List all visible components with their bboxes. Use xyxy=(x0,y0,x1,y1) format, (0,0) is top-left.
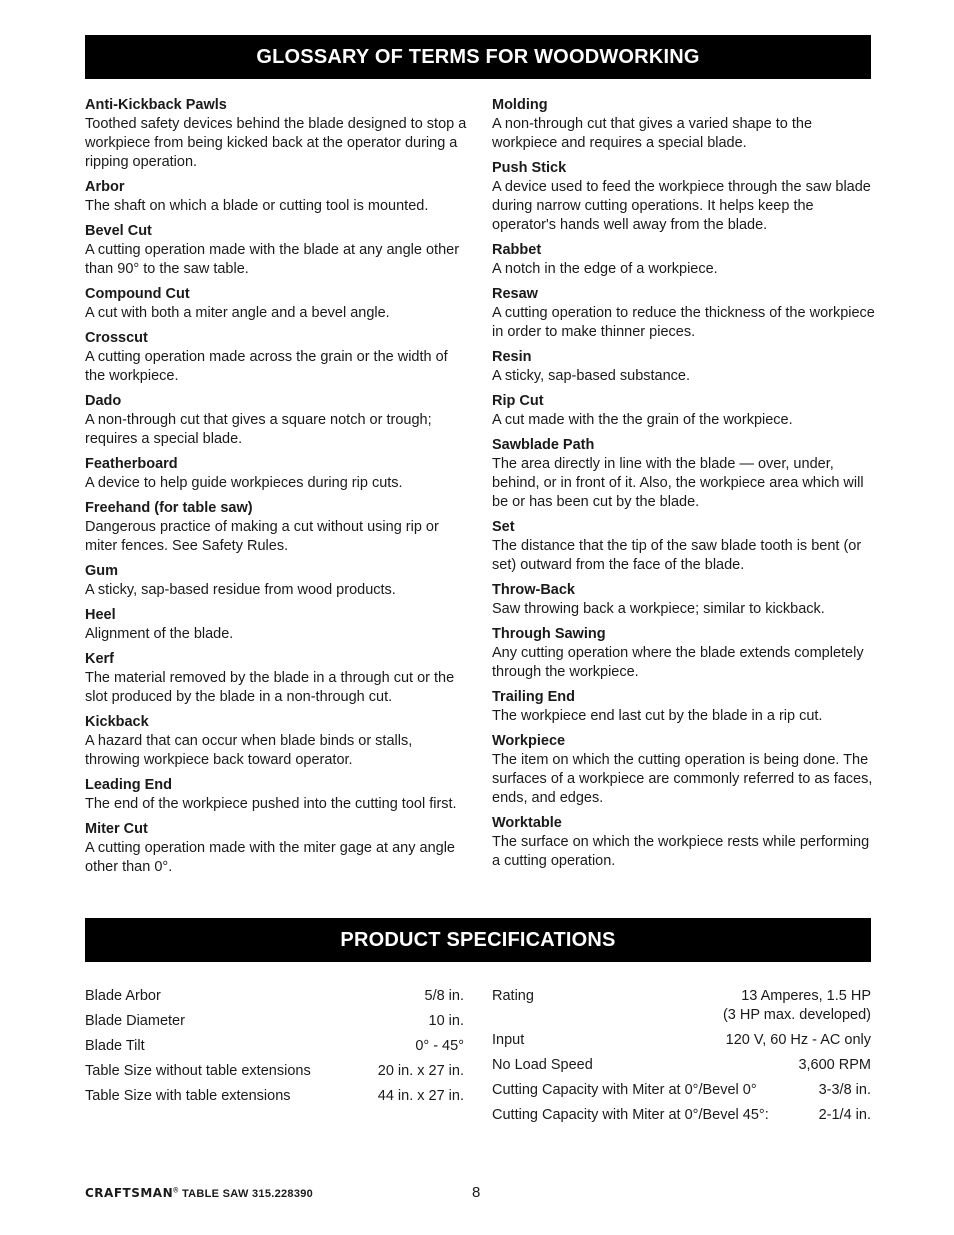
spec-value xyxy=(819,1103,871,1128)
glossary-term: Anti-Kickback Pawls xyxy=(85,97,227,113)
spec-row xyxy=(85,1059,464,1084)
glossary-right-column xyxy=(492,96,877,877)
spec-value-line: 10 in. xyxy=(428,1013,464,1029)
glossary-entry xyxy=(85,392,470,449)
glossary-term: Resin xyxy=(492,349,532,365)
spec-value xyxy=(378,1084,464,1109)
glossary-entry xyxy=(85,96,470,172)
glossary-definition: A notch in the edge of a workpiece. xyxy=(492,261,718,277)
glossary-term: Kerf xyxy=(85,651,115,667)
spec-value-line: 2-1/4 in. xyxy=(818,1107,871,1123)
glossary-definition: A device to help guide workpieces during rip cuts. xyxy=(85,475,403,491)
glossary-entry xyxy=(492,518,877,575)
spec-value-line: 3-3/8 in. xyxy=(818,1082,871,1098)
glossary-definition: The end of the workpiece pushed into the cutting tool first. xyxy=(85,796,457,812)
glossary-entry xyxy=(85,562,470,600)
glossary-term: Featherboard xyxy=(85,456,178,472)
glossary-entry xyxy=(85,178,470,216)
glossary-entry xyxy=(492,625,877,682)
spec-value-line: 44 in. x 27 in. xyxy=(377,1088,464,1104)
spec-row xyxy=(492,1078,871,1103)
spec-value xyxy=(378,1059,464,1084)
glossary-term: Sawblade Path xyxy=(492,437,595,453)
specs-right-column xyxy=(492,984,871,1128)
glossary-definition: Any cutting operation where the blade extends completely through the workpiece. xyxy=(492,645,864,680)
glossary-entry xyxy=(492,96,877,153)
glossary-entry xyxy=(492,285,877,342)
spec-row xyxy=(492,1103,871,1128)
spec-value-line: 13 Amperes, 1.5 HP xyxy=(741,988,871,1004)
specs-banner: PRODUCT SPECIFICATIONS xyxy=(85,918,871,962)
glossary-banner: GLOSSARY OF TERMS FOR WOODWORKING xyxy=(85,35,871,79)
spec-value-line: 20 in. x 27 in. xyxy=(377,1063,464,1079)
spec-value xyxy=(726,1028,871,1053)
spec-label: Cutting Capacity with Miter at 0°/Bevel 45°: xyxy=(492,1107,769,1123)
glossary-entry xyxy=(85,285,470,323)
glossary-entry xyxy=(492,348,877,386)
spec-value-line: 120 V, 60 Hz - AC only xyxy=(725,1032,871,1048)
glossary-definition: Alignment of the blade. xyxy=(85,626,234,642)
glossary-term: Through Sawing xyxy=(492,626,606,642)
spec-label: Table Size with table extensions xyxy=(85,1088,291,1104)
glossary-term: Push Stick xyxy=(492,160,567,176)
glossary-definition: A cutting operation made with the miter gage at any angle other than 0°. xyxy=(85,840,455,875)
glossary-term: Kickback xyxy=(85,714,149,730)
glossary-entry xyxy=(492,241,877,279)
glossary-entry xyxy=(85,606,470,644)
spec-value-line: 0° - 45° xyxy=(415,1038,464,1054)
glossary-entry xyxy=(85,329,470,386)
spec-row xyxy=(492,1028,871,1053)
glossary-term: Rip Cut xyxy=(492,393,544,409)
glossary-term: Resaw xyxy=(492,286,538,302)
glossary-term: Miter Cut xyxy=(85,821,148,837)
spec-value xyxy=(415,1034,464,1059)
glossary-entry xyxy=(85,222,470,279)
glossary-term: Set xyxy=(492,519,515,535)
glossary-entry xyxy=(85,499,470,556)
spec-value xyxy=(723,987,871,1025)
glossary-entry xyxy=(492,392,877,430)
model-number: TABLE SAW 315.228390 xyxy=(181,1188,314,1200)
spec-row xyxy=(85,1084,464,1109)
glossary-term: Crosscut xyxy=(85,330,148,346)
spec-row xyxy=(85,1009,464,1034)
glossary-entry xyxy=(85,820,470,877)
glossary-definition: Dangerous practice of making a cut without using rip or miter fences. See Safety Rules. xyxy=(85,519,439,554)
glossary-entry xyxy=(85,776,470,814)
glossary-definition: A cutting operation made across the grain or the width of the workpiece. xyxy=(85,349,448,384)
glossary-left-column xyxy=(85,96,470,883)
glossary-definition: The workpiece end last cut by the blade in a rip cut. xyxy=(492,708,823,724)
spec-label: Blade Arbor xyxy=(85,988,161,1004)
glossary-entry xyxy=(492,814,877,871)
glossary-definition: The shaft on which a blade or cutting tool is mounted. xyxy=(85,198,429,214)
glossary-definition: A device used to feed the workpiece through the saw blade during narrow cutting operations. It helps keep the operator's hands well away from the blade. xyxy=(492,179,871,233)
spec-value xyxy=(798,1053,871,1078)
glossary-definition: Toothed safety devices behind the blade designed to stop a workpiece from being kicked back at the operator during a ripping operation. xyxy=(85,116,467,170)
glossary-definition: A non-through cut that gives a varied shape to the workpiece and requires a special blade. xyxy=(492,116,813,151)
spec-value xyxy=(429,1009,464,1034)
spec-value-line: 3,600 RPM xyxy=(798,1057,871,1073)
glossary-definition: A sticky, sap-based residue from wood products. xyxy=(85,582,396,598)
glossary-definition: A cut with both a miter angle and a bevel angle. xyxy=(85,305,390,321)
registered-mark: ® xyxy=(173,1187,179,1195)
glossary-entry xyxy=(492,688,877,726)
glossary-definition: Saw throwing back a workpiece; similar to kickback. xyxy=(492,601,825,617)
glossary-term: Leading End xyxy=(85,777,172,793)
spec-row xyxy=(492,984,871,1028)
glossary-entry xyxy=(85,455,470,493)
glossary-term: Trailing End xyxy=(492,689,575,705)
glossary-term: Workpiece xyxy=(492,733,566,749)
glossary-term: Dado xyxy=(85,393,122,409)
glossary-entry xyxy=(85,650,470,707)
glossary-entry xyxy=(492,159,877,235)
spec-row xyxy=(492,1053,871,1078)
glossary-term: Arbor xyxy=(85,179,125,195)
glossary-definition: A cutting operation to reduce the thickness of the workpiece in order to make thinner pieces. xyxy=(492,305,875,340)
spec-row xyxy=(85,1034,464,1059)
spec-label: Rating xyxy=(492,988,534,1004)
glossary-definition: The item on which the cutting operation is being done. The surfaces of a workpiece are commonly referred to as faces, ends, and edges. xyxy=(492,752,873,806)
specs-left-column xyxy=(85,984,464,1109)
glossary-definition: The material removed by the blade in a through cut or the slot produced by the blade in a non-through cut. xyxy=(85,670,455,705)
spec-value-line: 5/8 in. xyxy=(424,988,464,1004)
glossary-term: Worktable xyxy=(492,815,562,831)
glossary-term: Throw-Back xyxy=(492,582,575,598)
spec-label: No Load Speed xyxy=(492,1057,593,1073)
glossary-definition: A sticky, sap-based substance. xyxy=(492,368,691,384)
glossary-entry xyxy=(492,436,877,512)
footer-model xyxy=(85,1186,313,1200)
spec-value xyxy=(819,1078,871,1103)
glossary-term: Compound Cut xyxy=(85,286,190,302)
glossary-definition: The area directly in line with the blade — over, under, behind, or in front of it. Also, the workpiece area which will be or has been cut by the blade. xyxy=(492,456,864,510)
glossary-definition: A non-through cut that gives a square notch or trough; requires a special blade. xyxy=(85,412,432,447)
spec-value-line: (3 HP max. developed) xyxy=(722,1007,871,1023)
glossary-term: Freehand (for table saw) xyxy=(85,500,253,516)
glossary-term: Molding xyxy=(492,97,548,113)
page-number: 8 xyxy=(472,1184,481,1201)
glossary-definition: A cut made with the the grain of the workpiece. xyxy=(492,412,793,428)
brand-logo: CRAFTSMAN xyxy=(85,1186,174,1200)
glossary-entry xyxy=(492,581,877,619)
glossary-term: Heel xyxy=(85,607,116,623)
spec-label: Blade Diameter xyxy=(85,1013,185,1029)
spec-label: Blade Tilt xyxy=(85,1038,145,1054)
spec-row xyxy=(85,984,464,1009)
glossary-entry xyxy=(85,713,470,770)
spec-value xyxy=(425,984,465,1009)
glossary-term: Gum xyxy=(85,563,119,579)
glossary-definition: The surface on which the workpiece rests while performing a cutting operation. xyxy=(492,834,870,869)
spec-label: Cutting Capacity with Miter at 0°/Bevel 0° xyxy=(492,1082,757,1098)
spec-label: Table Size without table extensions xyxy=(85,1063,311,1079)
glossary-definition: A hazard that can occur when blade binds or stalls, throwing workpiece back toward operator. xyxy=(85,733,413,768)
spec-label: Input xyxy=(492,1032,525,1048)
glossary-entry xyxy=(492,732,877,808)
glossary-definition: The distance that the tip of the saw blade tooth is bent (or set) outward from the face of the blade. xyxy=(492,538,862,573)
glossary-term: Rabbet xyxy=(492,242,542,258)
glossary-term: Bevel Cut xyxy=(85,223,152,239)
glossary-definition: A cutting operation made with the blade at any angle other than 90° to the saw table. xyxy=(85,242,460,277)
